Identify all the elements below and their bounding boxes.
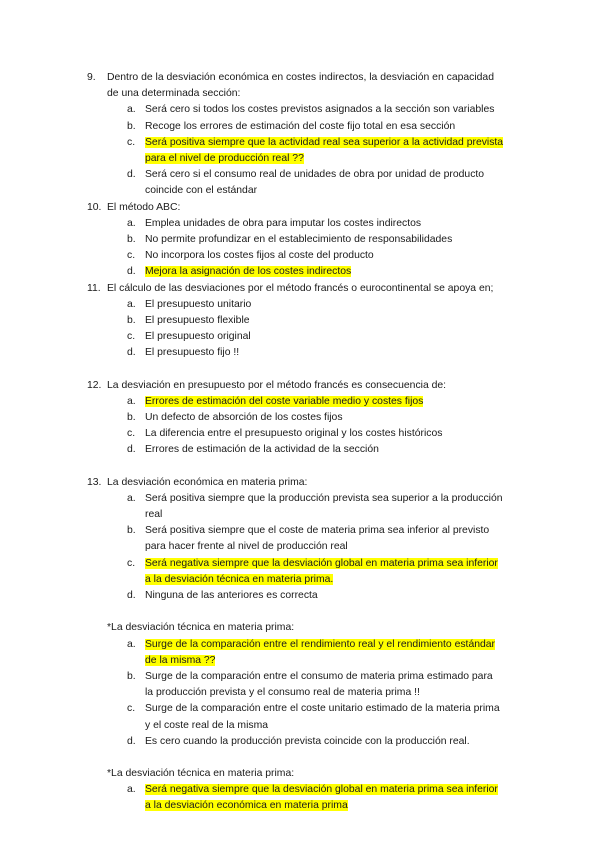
option-text: Será cero si el consumo real de unidades de obra por unidad de producto — [145, 169, 485, 181]
question-text-line — [0, 200, 600, 216]
paragraph-spacer — [0, 459, 600, 475]
option-text: Surge de la comparación entre el coste unitario estimado de la materia prima — [145, 703, 500, 715]
question-text-line — [0, 86, 600, 102]
answer-option-line — [0, 782, 600, 798]
option-text: para hacer frente al nivel de producción real — [145, 541, 348, 553]
question-text: El cálculo de las desviaciones por el método francés o eurocontinental se apoya en; — [107, 282, 494, 294]
option-letter: d. — [127, 735, 136, 747]
answer-option-line — [0, 507, 600, 523]
option-letter: c. — [127, 557, 136, 569]
option-letter: b. — [127, 525, 136, 537]
answer-option-line — [0, 313, 600, 329]
answer-option-line — [0, 734, 600, 750]
option-letter: b. — [127, 120, 136, 132]
question-number: 9. — [87, 72, 96, 83]
option-text: No incorpora los costes fijos al coste del producto — [145, 250, 374, 262]
option-text: No permite profundizar en el establecimiento de responsabilidades — [145, 234, 453, 246]
option-letter: a. — [127, 492, 136, 504]
highlighted-answer-text: de la misma ?? — [145, 654, 216, 666]
option-letter: a. — [127, 298, 136, 310]
answer-option-line — [0, 410, 600, 426]
highlighted-answer-text: Mejora la asignación de los costes indirectos — [145, 266, 352, 278]
answer-option-line — [0, 119, 600, 135]
question-number: 10. — [87, 201, 102, 213]
answer-option-line — [0, 539, 600, 555]
answer-option-line — [0, 329, 600, 345]
answer-option-line — [0, 491, 600, 507]
document-page — [0, 70, 600, 815]
highlighted-answer-text: Será negativa siempre que la desviación global en materia prima sea inferior — [145, 557, 498, 569]
answer-option-line — [0, 183, 600, 199]
question-number: 13. — [87, 476, 102, 488]
highlighted-answer-text: Surge de la comparación entre el rendimiento real y el rendimiento estándar — [145, 638, 496, 650]
answer-option-line — [0, 102, 600, 118]
option-text: Es cero cuando la producción prevista coincide con la producción real. — [145, 735, 470, 747]
option-text: Surge de la comparación entre el consumo de materia prima estimado para — [145, 670, 493, 682]
answer-option-line — [0, 394, 600, 410]
option-text: El presupuesto original — [145, 331, 251, 343]
question-9 — [0, 70, 600, 200]
highlighted-answer-text: a la desviación económica en materia prima — [145, 800, 348, 812]
question-text: Dentro de la desviación económica en costes indirectos, la desviación en capacidad — [107, 72, 494, 83]
answer-option-line — [0, 798, 600, 814]
option-letter: d. — [127, 347, 136, 359]
question-text-line — [0, 70, 600, 86]
answer-option-line — [0, 232, 600, 248]
question-10 — [0, 200, 600, 281]
option-letter: c. — [127, 331, 136, 343]
option-text: Ninguna de las anteriores es correcta — [145, 590, 318, 602]
highlighted-answer-text: Errores de estimación del coste variable medio y costes fijos — [145, 395, 424, 407]
answer-option-line — [0, 264, 600, 280]
highlighted-answer-text: Será positiva siempre que la actividad real sea superior a la actividad prevista — [145, 136, 504, 148]
question-text-line — [0, 378, 600, 394]
answer-option-line — [0, 653, 600, 669]
option-letter: c. — [127, 136, 136, 148]
option-letter: b. — [127, 234, 136, 246]
answer-option-line — [0, 442, 600, 458]
option-letter: d. — [127, 590, 136, 602]
option-letter: a. — [127, 395, 136, 407]
question-text: El método ABC: — [107, 201, 181, 213]
option-text: real — [145, 509, 163, 521]
question-number: 12. — [87, 379, 102, 391]
option-letter: d. — [127, 444, 136, 456]
option-letter: b. — [127, 670, 136, 682]
answer-option-line — [0, 151, 600, 167]
answer-option-line — [0, 135, 600, 151]
answer-option-line — [0, 556, 600, 572]
question-number: 11. — [87, 282, 101, 294]
answer-option-line — [0, 588, 600, 604]
question-13 — [0, 475, 600, 605]
question-text: La desviación en presupuesto por el método francés es consecuencia de: — [107, 379, 447, 391]
answer-option-line — [0, 685, 600, 701]
option-text: coincide con el estándar — [145, 185, 258, 197]
option-letter: c. — [127, 703, 136, 715]
answer-option-line — [0, 216, 600, 232]
note-block — [0, 620, 600, 750]
answer-option-line — [0, 248, 600, 264]
question-11 — [0, 281, 600, 362]
paragraph-spacer — [0, 362, 600, 378]
note-block — [0, 766, 600, 815]
option-letter: a. — [127, 104, 136, 116]
answer-option-line — [0, 637, 600, 653]
option-text: La diferencia entre el presupuesto original y los costes históricos — [145, 428, 443, 440]
highlighted-answer-text: a la desviación técnica en materia prima. — [145, 573, 334, 585]
option-text: Errores de estimación de la actividad de la sección — [145, 444, 379, 456]
option-text: Será positiva siempre que el coste de materia prima sea inferior al previsto — [145, 525, 490, 537]
option-text: la producción prevista y el consumo real de materia prima !! — [145, 687, 420, 699]
question-text: La desviación económica en materia prima: — [107, 476, 308, 488]
option-text: Será positiva siempre que la producción prevista sea superior a la producción — [145, 492, 503, 504]
option-text: y el coste real de la misma — [145, 719, 269, 731]
question-text-line — [0, 281, 600, 297]
paragraph-spacer — [0, 750, 600, 766]
option-text: Un defecto de absorción de los costes fijos — [145, 412, 343, 424]
highlighted-answer-text: para el nivel de producción real ?? — [145, 153, 304, 165]
option-text: El presupuesto flexible — [145, 315, 250, 327]
question-text: de una determinada sección: — [107, 88, 241, 100]
note-title: *La desviación técnica en materia prima: — [107, 767, 295, 779]
option-text: Emplea unidades de obra para imputar los costes indirectos — [145, 217, 422, 229]
option-text: El presupuesto fijo !! — [145, 347, 240, 359]
answer-option-line — [0, 167, 600, 183]
answer-option-line — [0, 669, 600, 685]
answer-option-line — [0, 701, 600, 717]
highlighted-answer-text: Será negativa siempre que la desviación global en materia prima sea inferior — [145, 784, 498, 796]
answer-option-line — [0, 345, 600, 361]
question-12 — [0, 378, 600, 459]
option-letter: c. — [127, 250, 136, 262]
option-text: Será cero si todos los costes previstos asignados a la sección son variables — [145, 104, 495, 116]
option-text: El presupuesto unitario — [145, 298, 252, 310]
option-letter: d. — [127, 266, 136, 278]
question-text-line — [0, 475, 600, 491]
option-letter: a. — [127, 217, 136, 229]
option-letter: b. — [127, 315, 136, 327]
answer-option-line — [0, 297, 600, 313]
option-letter: d. — [127, 169, 136, 181]
option-letter: c. — [127, 428, 136, 440]
answer-option-line — [0, 572, 600, 588]
option-letter: a. — [127, 638, 136, 650]
note-title: *La desviación técnica en materia prima: — [107, 622, 295, 634]
answer-option-line — [0, 718, 600, 734]
answer-option-line — [0, 523, 600, 539]
option-letter: b. — [127, 412, 136, 424]
option-letter: a. — [127, 784, 136, 796]
paragraph-spacer — [0, 604, 600, 620]
answer-option-line — [0, 426, 600, 442]
option-text: Recoge los errores de estimación del coste fijo total en esa sección — [145, 120, 456, 132]
